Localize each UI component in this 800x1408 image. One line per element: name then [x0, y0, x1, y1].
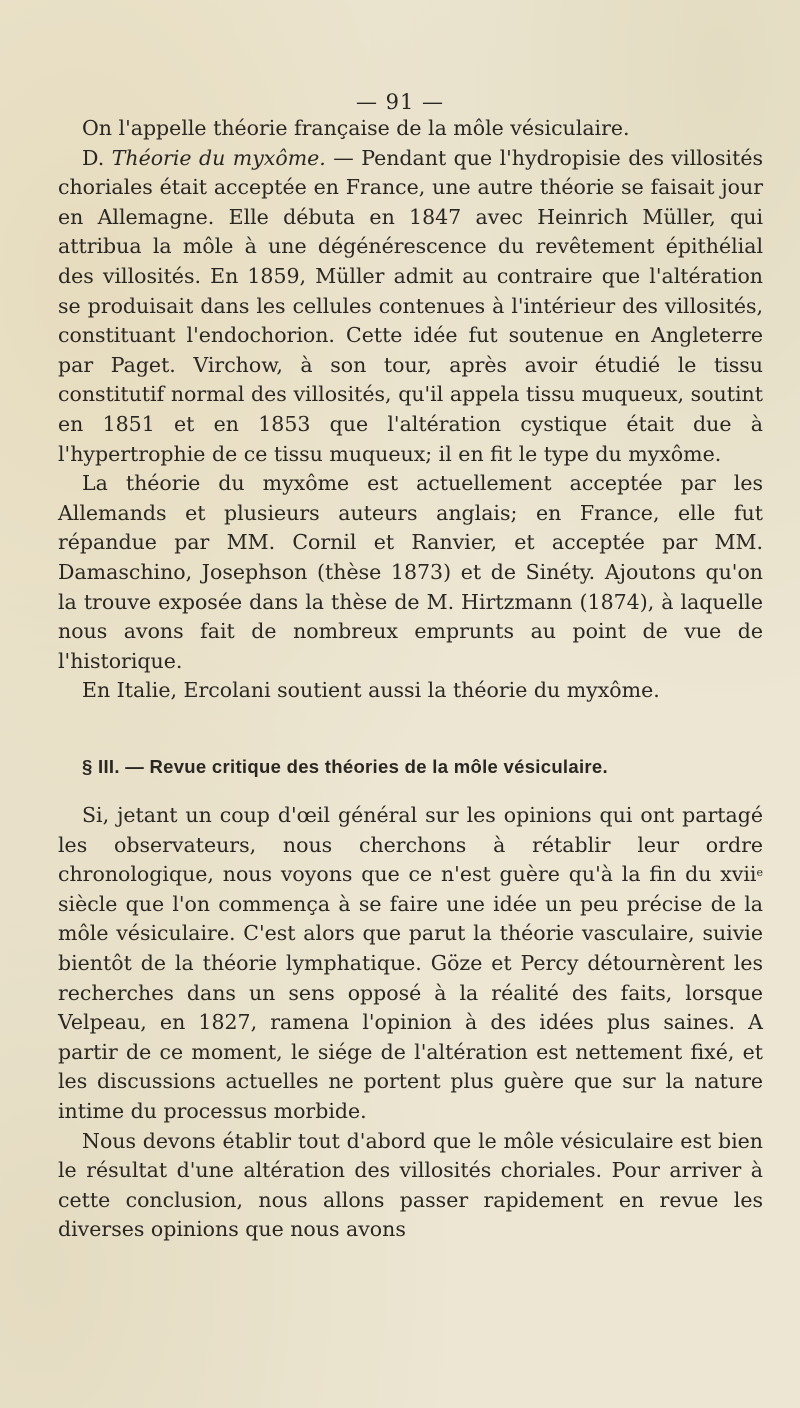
paragraph-lead-italic: Théorie du myxôme. [111, 145, 326, 170]
paragraph-lead: D. [82, 145, 112, 170]
section-heading: § III. — Revue critique des théories de la môle vésiculaire. [82, 756, 608, 777]
paragraph [58, 469, 763, 676]
page-number: — 91 — [355, 90, 445, 114]
paragraph [58, 676, 763, 706]
text-block-top [58, 114, 763, 706]
paragraph [58, 1127, 763, 1245]
paragraph-text: Si, jetant un coup d'œil général sur les opinions qui ont partagé les observateurs, nous cherchons à rétablir leur ordre chronologique, nous voyons que ce n'est guère qu'à la fin du xvii [58, 803, 763, 887]
paragraph-text: En Italie, Ercolani soutient aussi la théorie du myxôme. [82, 678, 660, 703]
text-block-bottom [58, 801, 763, 1245]
paragraph [58, 114, 763, 144]
superscript: e [756, 866, 763, 880]
paragraph-text: — Pendant que l'hydropisie des villosités choriales était acceptée en France, une autre théorie se faisait jour en Allemagne. Elle débuta en 1847 avec Heinrich Müller, qui attribua la môle à une dégénérescence du revêtement épithélial des villosités. En 1859, Müller admit au contraire que l'altération se produisait dans les cellules contenues à l'intérieur des villosités, constituant l'endochorion. Cette idée fut soutenue en Angleterre par Paget. Virchow, à son tour, après avoir étudié le tissu constitutif normal des villosités, qu'il appela tissu muqueux, soutint en 1851 et en 1853 que l'altération cystique était due à l'hypertrophie de ce tissu muqueux; il en fit le type du myxôme. [58, 145, 763, 466]
paragraph-text: On l'appelle théorie française de la môle vésiculaire. [82, 116, 630, 140]
paragraph-text: Nous devons établir tout d'abord que le môle vésiculaire est bien le résultat d'une altération des villosités choriales. Pour arriver à cette conclusion, nous allons passer rapidement en revue les diverses opinions que nous avons [58, 1128, 763, 1242]
paragraph-text: siècle que l'on commença à se faire une idée un peu précise de la môle vésiculaire. C'est alors que parut la théorie vasculaire, suivie bientôt de la théorie lymphatique. Göze et Percy détournèrent les recherches dans un sens opposé à la réalité des faits, lorsque Velpeau, en 1827, ramena l'opinion à des idées plus saines. A partir de ce moment, le siége de l'altération est nettement fixé, et les discussions actuelles ne portent plus guère que sur la nature intime du processus morbide. [58, 891, 763, 1123]
paragraph-text: La théorie du myxôme est actuellement acceptée par les Allemands et plusieurs auteurs anglais; en France, elle fut répandue par MM. Cornil et Ranvier, et acceptée par MM. Damaschino, Josephson (thèse 1873) et de Sinéty. Ajoutons qu'on la trouve exposée dans la thèse de M. Hirtzmann (1874), à laquelle nous avons fait de nombreux emprunts au point de vue de l'historique. [58, 471, 763, 673]
paragraph [58, 144, 763, 470]
paragraph [58, 801, 763, 1127]
